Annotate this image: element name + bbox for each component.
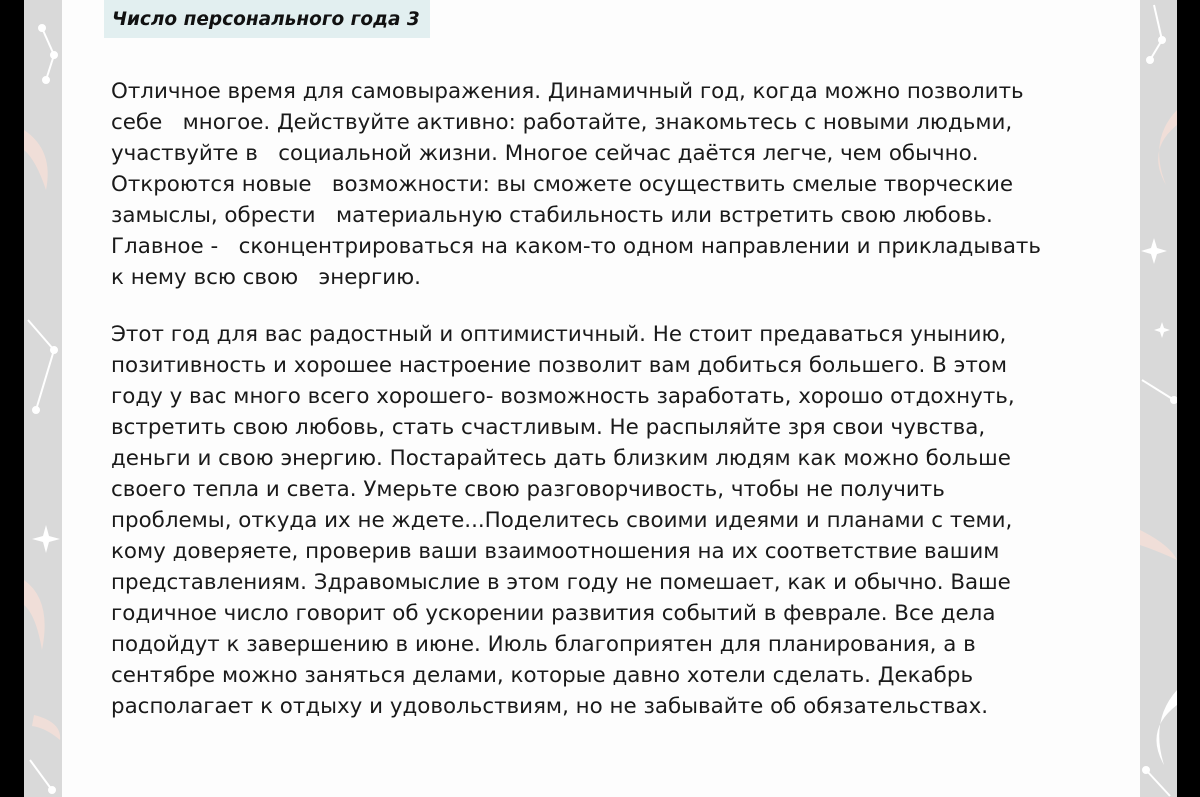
text-line: Откроются новые возможности: вы сможете осуществить смелые творческие: [111, 172, 1014, 197]
text-line: проблемы, откуда их не ждете...Поделитесь своими идеями и планами с теми,: [111, 508, 1013, 533]
text-line: позитивность и хорошее настроение позволит вам добиться большего. В этом: [111, 353, 1008, 378]
text-line: Отличное время для самовыражения. Динамичный год, когда можно позволить: [111, 79, 1024, 104]
text-line: себе многое. Действуйте активно: работайте, знакомьтесь с новыми людьми,: [111, 110, 1013, 135]
text-line: кому доверяете, проверив ваши взаимоотношения на их соответствие вашим: [111, 539, 1000, 564]
left-decorative-pattern: [24, 0, 62, 797]
star-icon: [1141, 238, 1167, 264]
text-line: году у вас много всего хорошего- возможность заработать, хорошо отдохнуть,: [111, 384, 1015, 409]
constellation-icon: [28, 320, 57, 413]
star-icon: [1154, 322, 1170, 338]
text-line: своего тепла и света. Умерьте свою разговорчивость, чтобы не получить: [111, 477, 945, 502]
crescent-moon-icon: [24, 580, 45, 650]
text-line: встретить свою любовь, стать счастливым. Не распыляйте зря свои чувства,: [111, 415, 986, 440]
constellation-icon: [1142, 380, 1177, 403]
crescent-moon-icon: [1156, 690, 1177, 765]
text-line: представлениям. Здравомыслие в этом году не помешает, как и обычно. Ваше: [111, 570, 1011, 595]
text-line: участвуйте в социальной жизни. Многое сейчас даётся легче, чем обычно.: [111, 141, 979, 166]
text-line: деньги и свою энергию. Постарайтесь дать близким людям как можно больше: [111, 446, 1011, 471]
crescent-moon-icon: [32, 715, 60, 740]
text-line: Этот год для вас радостный и оптимистичный. Не стоит предаваться унынию,: [111, 322, 1007, 347]
crescent-moon-icon: [1140, 530, 1177, 560]
crescent-moon-icon: [1158, 110, 1177, 185]
text-line: располагает к отдыху и удовольствиям, но не забывайте об обязательствах.: [111, 694, 989, 719]
star-icon: [32, 525, 60, 553]
text-line: годичное число говорит об ускорении развития событий в феврале. Все дела: [111, 601, 996, 626]
text-line: сентябре можно заняться делами, которые давно хотели сделать. Декабрь: [111, 663, 974, 688]
right-decorative-pattern: [1140, 0, 1177, 797]
constellation-icon: [39, 25, 57, 83]
constellation-icon: [1147, 5, 1165, 63]
constellation-icon: [30, 760, 55, 793]
paragraph-1: [111, 76, 1121, 293]
paragraph-2: [111, 319, 1121, 722]
text-line: Главное - сконцентрироваться на каком-то одном направлении и прикладывать: [111, 234, 1041, 259]
text-line: замыслы, обрести материальную стабильность или встретить свою любовь.: [111, 203, 993, 228]
text-line: к нему всю свою энергию.: [111, 265, 421, 290]
section-heading: Число персонального года 3: [104, 0, 430, 38]
article-page: [62, 0, 1140, 797]
crescent-moon-icon: [24, 130, 48, 190]
text-line: подойдут к завершению в июне. Июль благоприятен для планирования, а в: [111, 632, 976, 657]
constellation-icon: [1143, 767, 1170, 796]
